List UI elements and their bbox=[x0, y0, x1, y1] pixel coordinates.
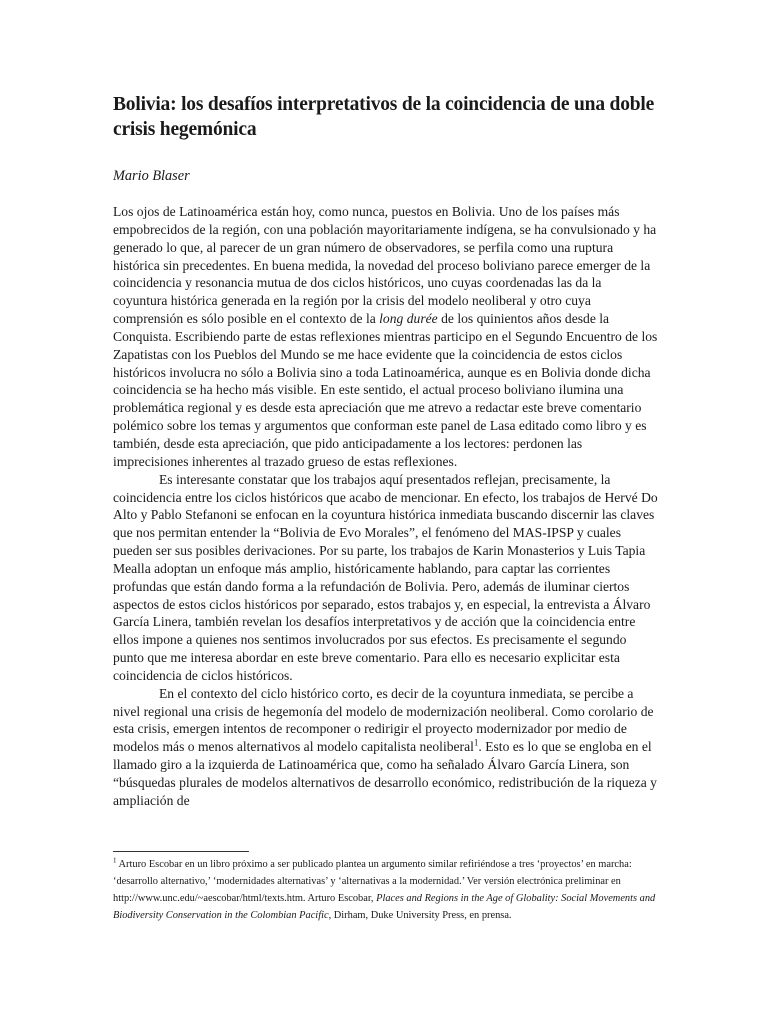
text-run: Es interesante constatar que los trabajos aquí presentados reflejan, precisamente, la coincidencia entre los ciclos históricos que acabo de mencionar. En efecto, los trabajos de Hervé Do Alto y Pablo Stefanoni se enfocan en la coyuntura histórica inmediata buscando discernir las claves que nos permitan entender la “Bolivia de Evo Morales”, el fenómeno del MAS-IPSP y cuales pueden ser sus posibles derivaciones. Por su parte, los trabajos de Karin Monasterios y Luis Tapia Mealla adoptan un enfoque más amplio, históricamente hablando, para captar las corrientes profundas que están dando forma a la refundación de Bolivia. Pero, además de iluminar ciertos aspectos de estos ciclos históricos por separado, estos trabajos y, en especial, la entrevista a Álvaro García Linera, también revelan los desafíos interpretativos y de acción que la coincidencia entre ellos impone a quienes nos sentimos involucrados por sus efectos. Es precisamente el segundo punto que me interesa abordar en este breve comentario. Para ello es necesario explicitar esta coincidencia de ciclos históricos. bbox=[113, 471, 658, 683]
text-run: , Dirham, Duke University Press, en prensa. bbox=[328, 910, 512, 921]
footnote-number: 1 bbox=[113, 856, 117, 865]
body-paragraph bbox=[113, 203, 659, 471]
footnote bbox=[113, 856, 659, 924]
body-paragraph bbox=[113, 471, 659, 685]
body-paragraph bbox=[113, 685, 659, 810]
italic-text: long durée bbox=[379, 311, 438, 327]
footnote-separator bbox=[113, 851, 249, 852]
document-title: Bolivia: los desafíos interpretativos de la coincidencia de una doble crisis hegemónica bbox=[113, 94, 655, 140]
document-page bbox=[113, 92, 659, 810]
text-run: Los ojos de Latinoamérica están hoy, como nunca, puestos en Bolivia. Uno de los países más empobrecidos de la región, con una población mayoritariamente indígena, se ha convulsionado y ha generado lo que, al parecer de un gran número de observadores, se perfila como una ruptura histórica sin precedentes. En buena medida, la novedad del proceso boliviano parece emerger de la coincidencia y resonancia mutua de dos ciclos históricos, uno cuyas coordenadas las da la coyuntura histórica generada en la región por la crisis del modelo neoliberal y otro cuya comprensión es sólo posible en el contexto de la bbox=[113, 204, 657, 327]
text-run: En el contexto del ciclo histórico corto, es decir de la coyuntura inmediata, se percibe a nivel regional una crisis de hegemonía del modelo de modernización neoliberal. Como corolario de esta crisis, emergen intentos de recomponer o redirigir el proyecto modernizador por medio de modelos más o menos alternativos al modelo capitalista neoliberal bbox=[113, 685, 654, 755]
text-run: de los quinientos años desde la Conquista. Escribiendo parte de estas reflexiones mientras participo en el Segundo Encuentro de los Zapatistas con los Pueblos del Mundo se me hace evidente que la coincidencia de estos ciclos históricos involucra no sólo a Bolivia sino a toda Latinoamérica, aunque es en Bolivia donde dicha coincidencia se ha hecho más visible. En este sentido, el actual proceso boliviano ilumina una problemática regional y es desde esta apreciación que me atrevo a redactar este breve comentario polémico sobre los temas y argumentos que conforman este panel de Lasa editado como libro y es también, desde esta apreciación, que pido anticipadamente a los lectores: perdonen las imprecisiones inherentes al trazado grueso de estas reflexiones. bbox=[113, 311, 658, 469]
text-run: . Esto es lo que se engloba en el llamado giro a la izquierda de Latinoamérica que, como ha señalado Álvaro García Linera, son “búsquedas plurales de modelos alternativos de desarrollo económico, redistribución de la riqueza y ampliación de bbox=[113, 739, 657, 808]
italic-text: Places and Regions in the Age of Globality: Social Movements and Biodiversity Conservation in the Colombian Pacific bbox=[113, 893, 656, 921]
footnote-marker: 1 bbox=[473, 737, 479, 748]
author-name: Mario Blaser bbox=[113, 168, 190, 184]
text-run: Arturo Escobar en un libro próximo a ser publicado plantea un argumento similar refiriéndose a tres ‘proyectos’ en marcha: ‘desarrollo alternativo,’ ‘modernidades alternativas’ y ‘alternativas a la modernidad.’ Ver versión electrónica preliminar en http://www.unc.edu/~aescobar/html/texts.htm. Arturo Escobar, bbox=[113, 859, 632, 904]
document-body bbox=[113, 203, 659, 810]
